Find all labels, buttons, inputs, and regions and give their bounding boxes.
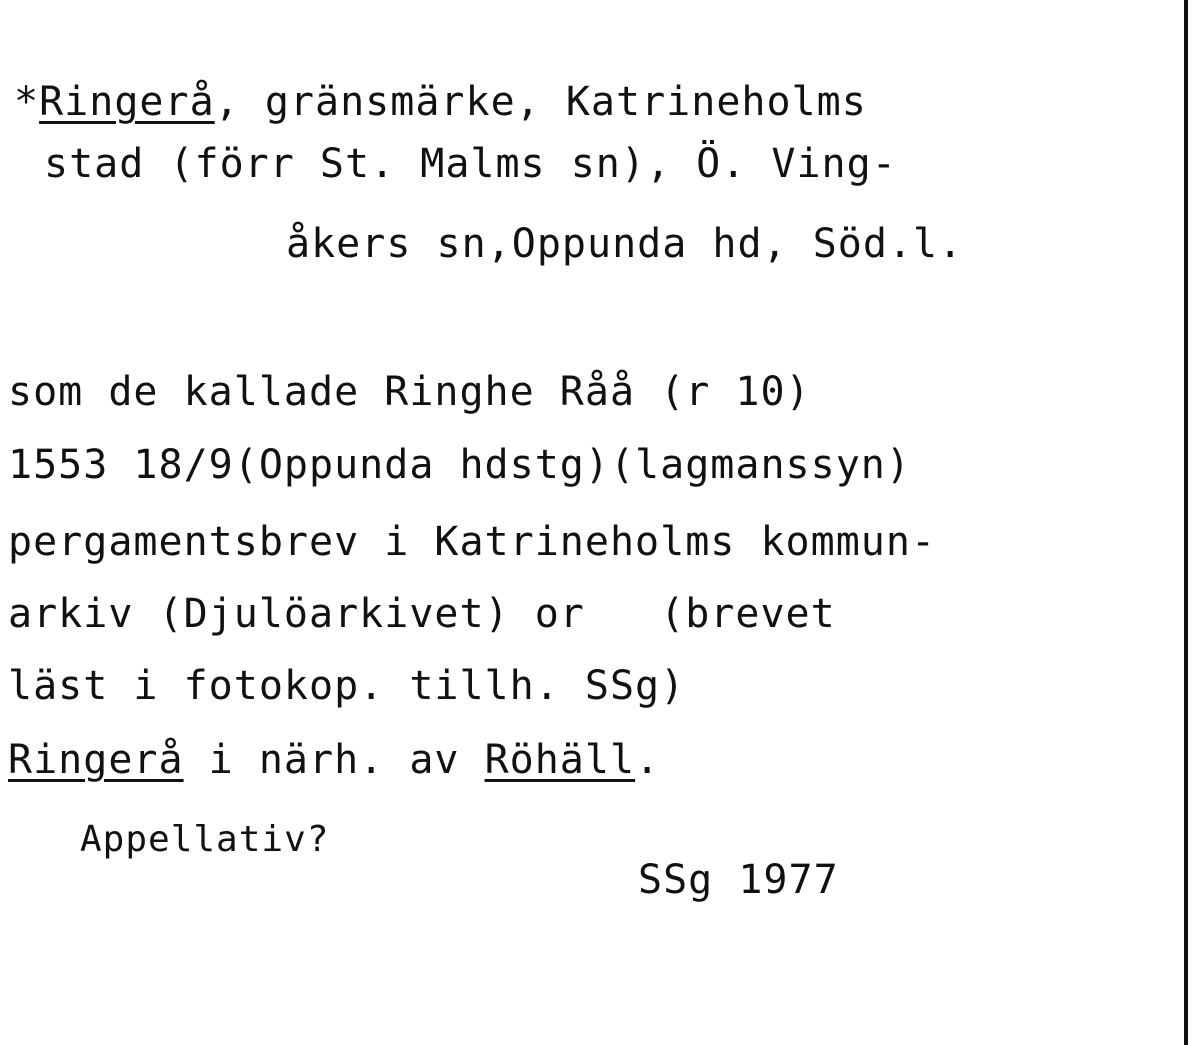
place-name-rohall: Röhäll — [484, 737, 636, 783]
header-line-3: åkers sn,Oppunda hd, Söd.l. — [286, 221, 964, 267]
body-line-3: pergamentsbrev i Katrineholms kommun- — [8, 519, 937, 565]
body-line-2: 1553 18/9(Oppunda hdstg)(lagmanssyn) — [8, 442, 911, 488]
body-line-5: läst i fotokop. tillh. SSg) — [8, 663, 686, 709]
body-line-6-end: . — [635, 737, 661, 783]
note-appellativ: Appellativ? — [80, 819, 330, 860]
body-line-6 — [8, 736, 660, 784]
signature: SSg 1977 — [638, 857, 839, 903]
header-line-1 — [14, 78, 867, 126]
headword-description: , gränsmärke, Katrineholms — [214, 79, 867, 125]
asterisk-mark: * — [14, 79, 40, 125]
headword: Ringerå — [39, 79, 215, 125]
body-line-1: som de kallade Ringhe Råå (r 10) — [8, 369, 811, 415]
header-line-2: stad (förr St. Malms sn), Ö. Ving- — [44, 141, 897, 187]
place-name-ringera: Ringerå — [8, 737, 184, 783]
card-right-edge — [1184, 0, 1188, 1045]
body-line-4: arkiv (Djulöarkivet) or (brevet — [8, 591, 836, 637]
body-line-6-middle: i närh. av — [183, 737, 485, 783]
